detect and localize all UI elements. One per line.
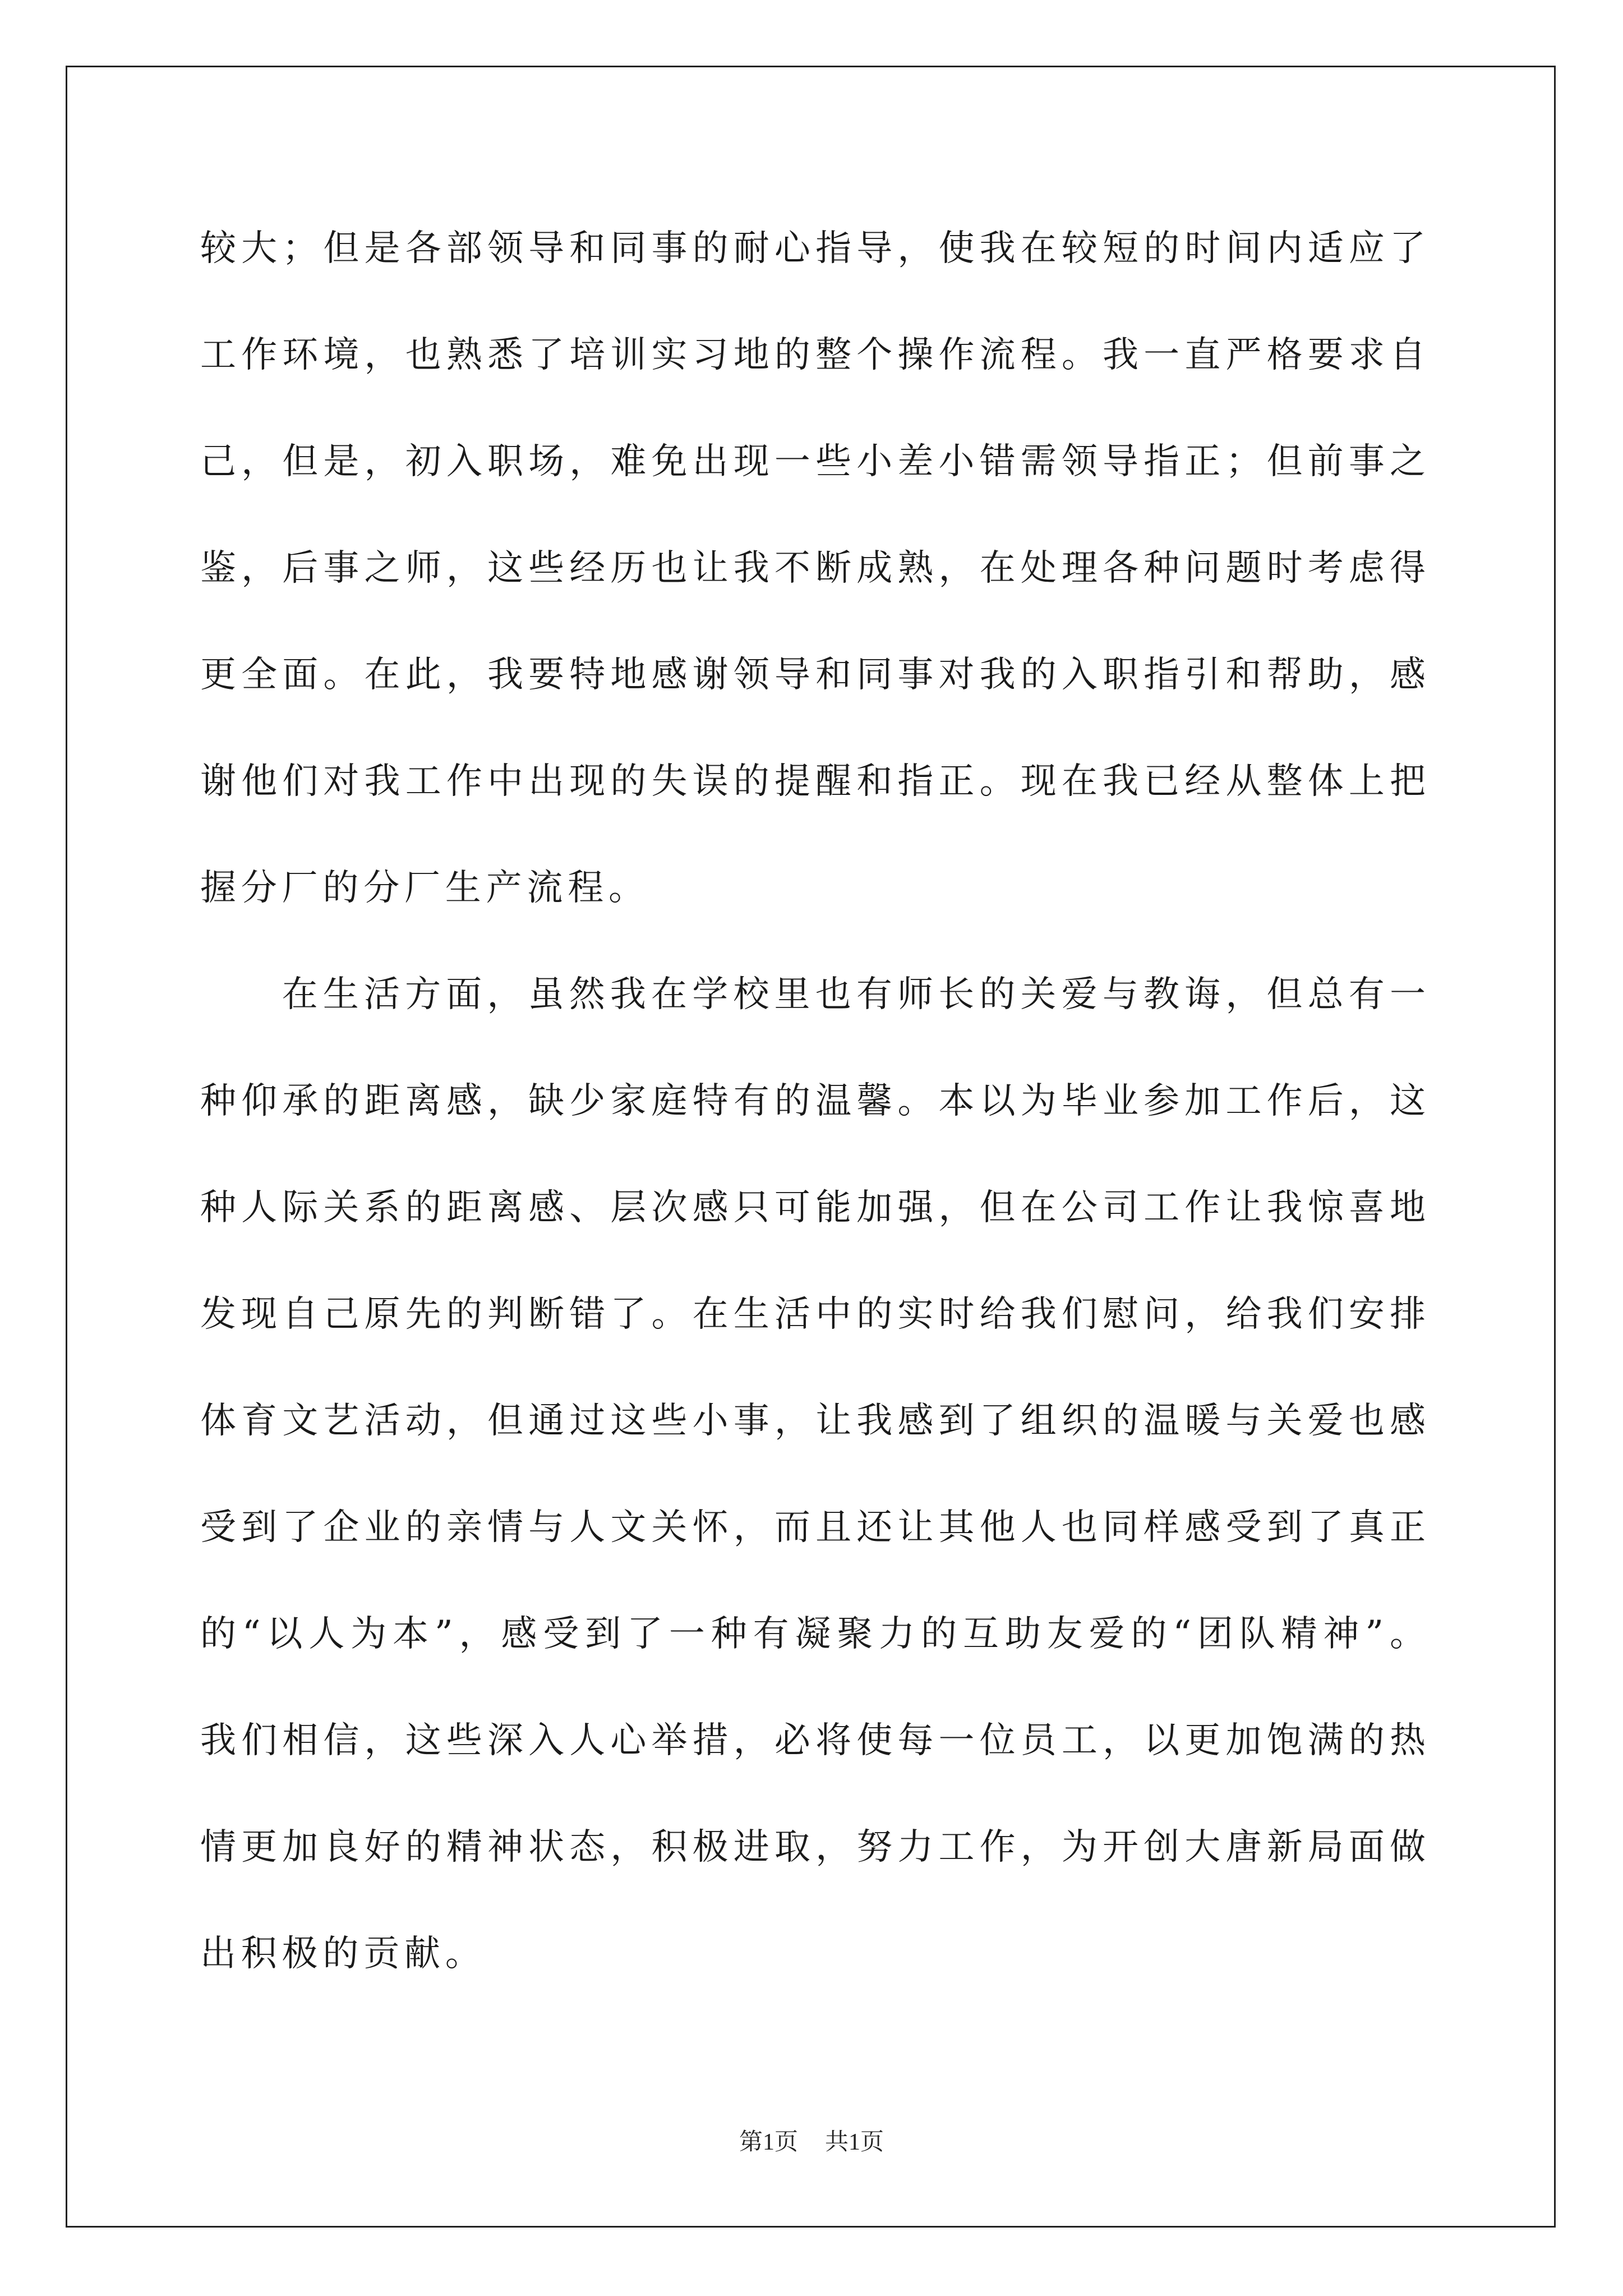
text-line: 种仰承的距离感，缺少家庭特有的温馨。本以为毕业参加工作后，这 (200, 1080, 1426, 1122)
text-line: 受到了企业的亲情与人文关怀，而且还让其他人也同样感受到了真正 (200, 1507, 1426, 1548)
document-body (200, 195, 1426, 2007)
text-line: 我们相信，这些深入人心举措，必将使每一位员工，以更加饱满的热 (200, 1720, 1426, 1761)
text-line: 情更加良好的精神状态，积极进取，努力工作，为开创大唐新局面做 (200, 1826, 1426, 1868)
text-line: 握分厂的分厂生产流程。 (200, 867, 649, 909)
page-number: 第1页 (739, 2129, 798, 2155)
text-line: 较大；但是各部领导和同事的耐心指导，使我在较短的时间内适应了 (200, 228, 1426, 269)
text-line: 己，但是，初入职场，难免出现一些小差小错需领导指正；但前事之 (200, 441, 1426, 482)
text-line: 鉴，后事之师，这些经历也让我不断成熟，在处理各种问题时考虑得 (200, 547, 1426, 589)
text-line: 工作环境，也熟悉了培训实习地的整个操作流程。我一直严格要求自 (200, 334, 1426, 376)
text-line: 发现自己原先的判断错了。在生活中的实时给我们慰问，给我们安排 (200, 1294, 1426, 1335)
page-total: 共1页 (825, 2129, 884, 2155)
text-line: 出积极的贡献。 (200, 1933, 486, 1975)
text-line: 更全面。在此，我要特地感谢领导和同事对我的入职指引和帮助，感 (200, 654, 1426, 696)
page-footer (0, 2128, 1623, 2156)
paragraph (200, 941, 1426, 2007)
text-line: 在生活方面，虽然我在学校里也有师长的关爱与教诲，但总有一 (282, 974, 1426, 1015)
text-line: 的“以人为本”，感受到了一种有凝聚力的互助友爱的“团队精神”。 (200, 1613, 1426, 1655)
text-line: 谢他们对我工作中出现的失误的提醒和指正。现在我已经从整体上把 (200, 761, 1426, 802)
text-line: 体育文艺活动，但通过这些小事，让我感到了组织的温暖与关爱也感 (200, 1400, 1426, 1442)
paragraph (200, 195, 1426, 941)
text-line: 种人际关系的距离感、层次感只可能加强，但在公司工作让我惊喜地 (200, 1187, 1426, 1228)
